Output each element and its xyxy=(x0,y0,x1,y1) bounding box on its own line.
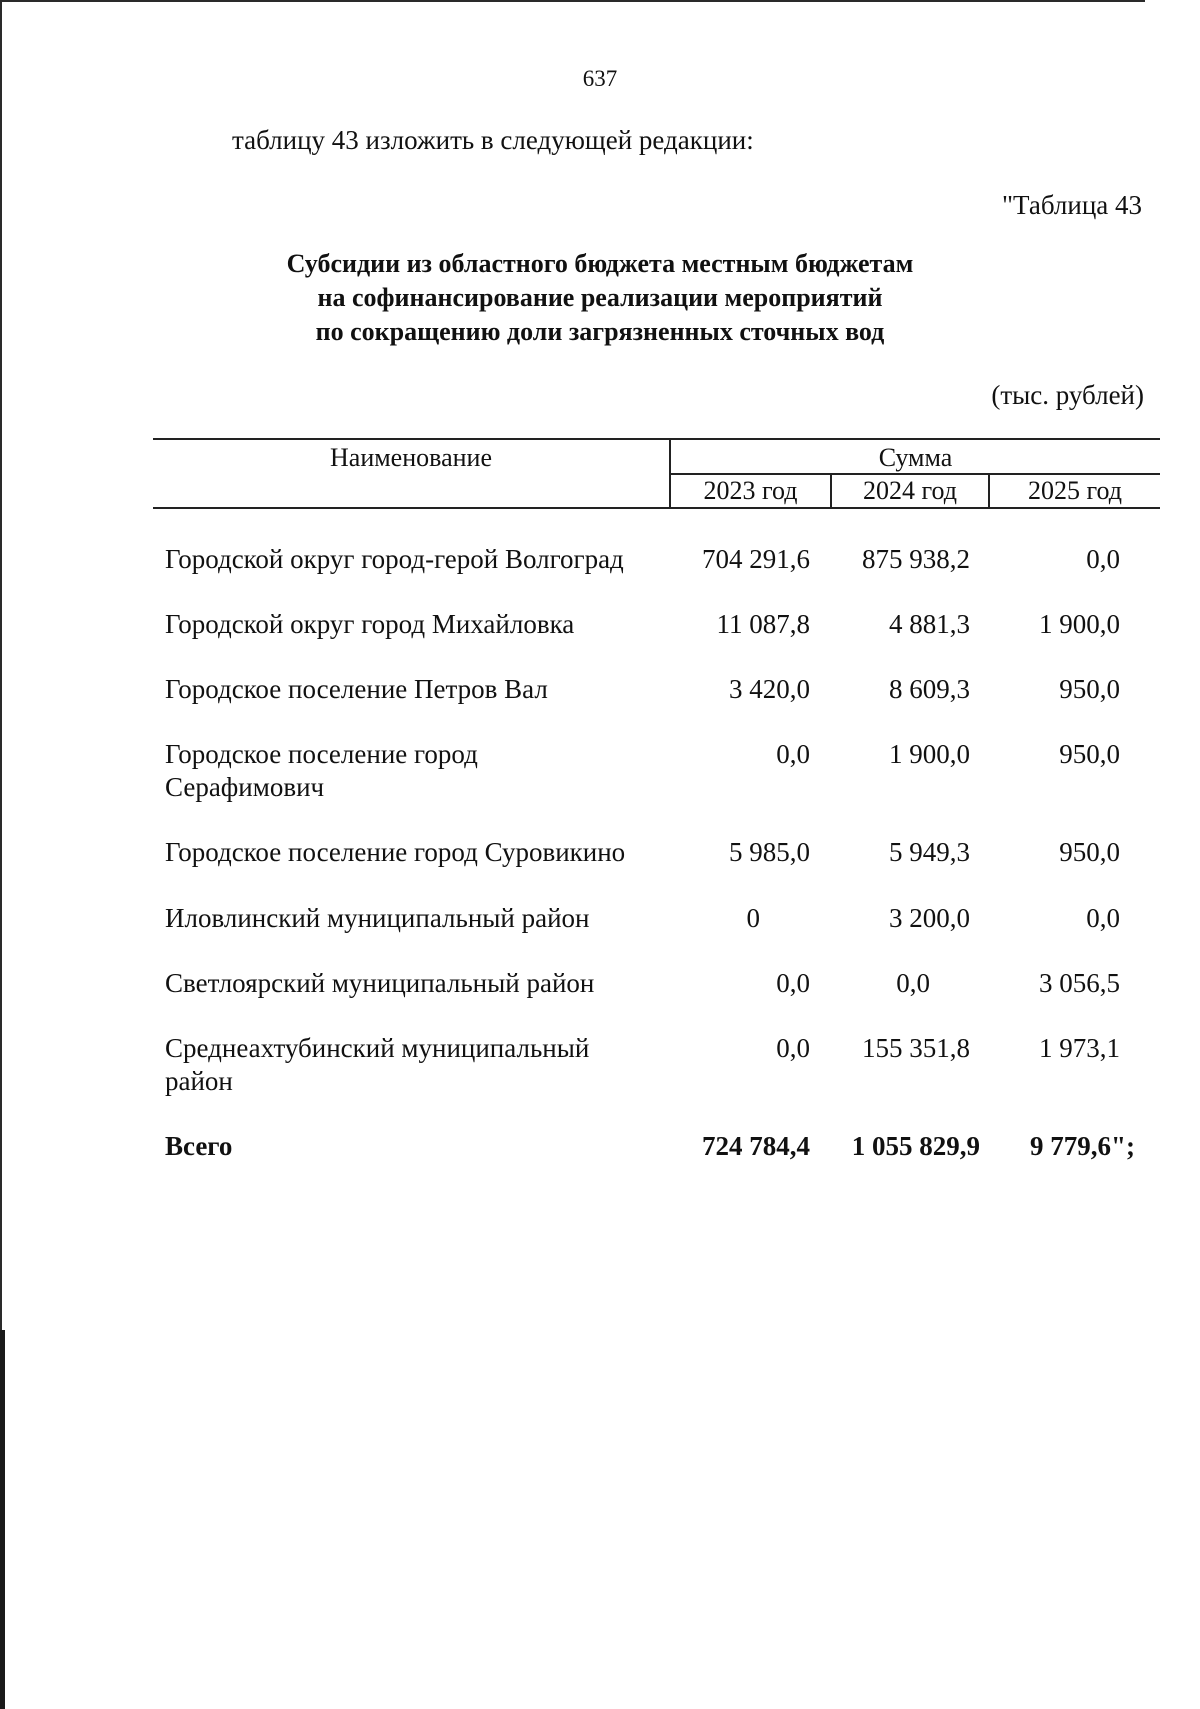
title-line-2: на софинансирование реализации мероприятий xyxy=(317,283,883,312)
row-value-2025: 3 056,5 xyxy=(1039,968,1120,998)
row-value-2023: 3 420,0 xyxy=(729,674,810,704)
row-value-2025: 0,0 xyxy=(1086,903,1120,933)
row-value-2024: 155 351,8 xyxy=(862,1033,970,1063)
header-year-2023: 2023 год xyxy=(703,476,798,505)
header-bottom-rule xyxy=(153,507,1160,509)
row-value-2023: 0,0 xyxy=(776,968,810,998)
total-value-2023: 724 784,4 xyxy=(702,1131,810,1161)
row-name: Городской округ город Михайловка xyxy=(165,609,575,639)
row-value-2024: 3 200,0 xyxy=(889,903,970,933)
scan-edge-top xyxy=(0,0,1145,2)
title-line-1: Субсидии из областного бюджета местным бюджетам xyxy=(286,249,914,278)
row-value-2023: 704 291,6 xyxy=(702,544,810,574)
row-name: Городское поселение Петров Вал xyxy=(165,674,548,704)
total-value-2024: 1 055 829,9 xyxy=(851,1131,980,1161)
title-line-3: по сокращению доли загрязненных сточных вод xyxy=(315,317,885,346)
row-value-2025: 950,0 xyxy=(1059,739,1120,769)
table-title xyxy=(0,247,1200,349)
row-value-2025: 950,0 xyxy=(1059,674,1120,704)
total-value-2025: 9 779,6"; xyxy=(1030,1131,1135,1161)
row-value-2024: 0,0 xyxy=(896,968,930,998)
row-value-2024: 8 609,3 xyxy=(889,674,970,704)
row-value-2024: 1 900,0 xyxy=(889,739,970,769)
sum-under-rule xyxy=(670,473,1160,475)
row-name: Городское поселение город Серафимович xyxy=(165,739,478,802)
row-value-2024: 5 949,3 xyxy=(889,837,970,867)
header-sum: Сумма xyxy=(878,443,953,472)
page-number: 637 xyxy=(582,66,618,91)
row-name: Среднеахтубинский муниципальный район xyxy=(165,1033,590,1096)
row-name: Светлоярский муниципальный район xyxy=(165,968,595,998)
row-value-2023: 0,0 xyxy=(776,739,810,769)
row-value-2024: 875 938,2 xyxy=(862,544,970,574)
total-label: Всего xyxy=(165,1131,233,1161)
row-value-2023: 0 xyxy=(746,903,760,933)
row-value-2023: 11 087,8 xyxy=(716,609,810,639)
units-label: (тыс. рублей) xyxy=(991,380,1144,410)
row-value-2023: 0,0 xyxy=(776,1033,810,1063)
header-year-2025: 2025 год xyxy=(1028,476,1122,505)
intro-text: таблицу 43 изложить в следующей редакции: xyxy=(232,125,754,155)
row-value-2025: 1 900,0 xyxy=(1039,609,1120,639)
row-value-2025: 950,0 xyxy=(1059,837,1120,867)
table-caption: "Таблица 43 xyxy=(1002,190,1142,220)
header-name: Наименование xyxy=(330,443,492,472)
row-name: Городской округ город-герой Волгоград xyxy=(165,544,624,574)
row-value-2025: 0,0 xyxy=(1086,544,1120,574)
row-name: Иловлинский муниципальный район xyxy=(165,903,590,933)
row-value-2025: 1 973,1 xyxy=(1039,1033,1120,1063)
table-top-rule xyxy=(153,438,1160,440)
scan-edge-left-bottom xyxy=(0,1330,5,1709)
row-name: Городское поселение город Суровикино xyxy=(165,837,626,867)
header-year-2024: 2024 год xyxy=(863,476,957,505)
row-value-2024: 4 881,3 xyxy=(889,609,970,639)
row-value-2023: 5 985,0 xyxy=(729,837,810,867)
